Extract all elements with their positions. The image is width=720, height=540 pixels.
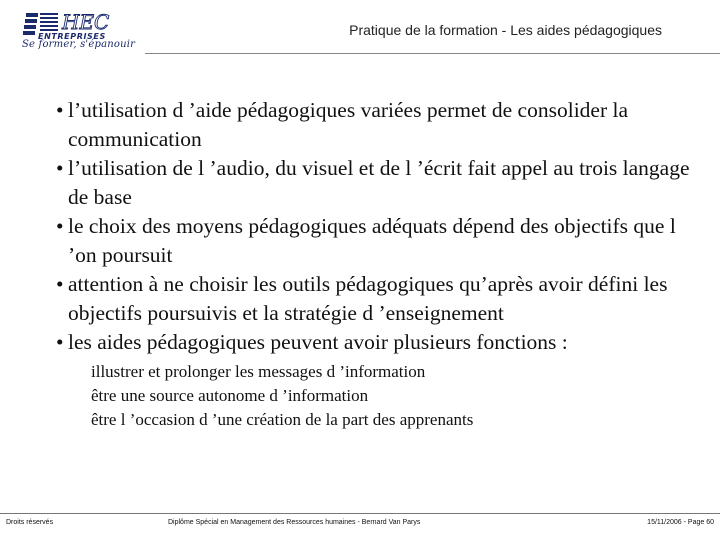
- footer-copyright: Droits réservés: [6, 519, 54, 526]
- sub-item: illustrer et prolonger les messages d ’information: [91, 362, 426, 381]
- logo-tagline: Se former, s'épanouir: [22, 39, 136, 50]
- footer-date-page: 15/11/2006 - Page 60: [647, 519, 714, 526]
- sub-item: être une source autonome d ’information: [91, 386, 369, 405]
- bullet-item: [56, 96, 696, 154]
- logo-graphic: [22, 10, 140, 40]
- bullet-text: l’utilisation d ’aide pédagogiques variées permet de consolider la communication: [68, 98, 629, 151]
- header-divider: [145, 53, 720, 54]
- bullet-dot: •: [56, 156, 64, 180]
- svg-text:ENTREPRISES: ENTREPRISES: [38, 32, 106, 40]
- bullet-dot: •: [56, 214, 64, 238]
- bullet-item: [56, 270, 696, 328]
- footer-divider: [0, 513, 720, 514]
- bullet-item: [56, 212, 696, 270]
- bullet-text: l’utilisation de l ’audio, du visuel et de l ’écrit fait appel au trois langage de base: [68, 156, 690, 209]
- svg-text:HEC: HEC: [62, 10, 110, 34]
- sub-item: être l ’occasion d ’une création de la part des apprenants: [91, 410, 474, 429]
- bullet-dot: •: [56, 330, 64, 354]
- bullet-text: les aides pédagogiques peuvent avoir plusieurs fonctions :: [68, 330, 568, 354]
- bullet-item: [56, 154, 696, 212]
- bullet-dot: •: [56, 272, 64, 296]
- footer-course-title: Diplôme Spécial en Management des Ressources humaines - Bernard Van Parys: [168, 519, 421, 526]
- bullet-item: [56, 328, 696, 357]
- bullet-text: le choix des moyens pédagogiques adéquats dépend des objectifs que l ’on poursuit: [68, 214, 676, 267]
- bullet-text: attention à ne choisir les outils pédagogiques qu’après avoir défini les objectifs poursuivis et la stratégie d ’enseignement: [68, 272, 668, 325]
- slide-title: Pratique de la formation - Les aides pédagogiques: [349, 22, 662, 38]
- sub-item-list: [91, 360, 696, 432]
- bullet-dot: •: [56, 98, 64, 122]
- bullet-list: [56, 96, 696, 432]
